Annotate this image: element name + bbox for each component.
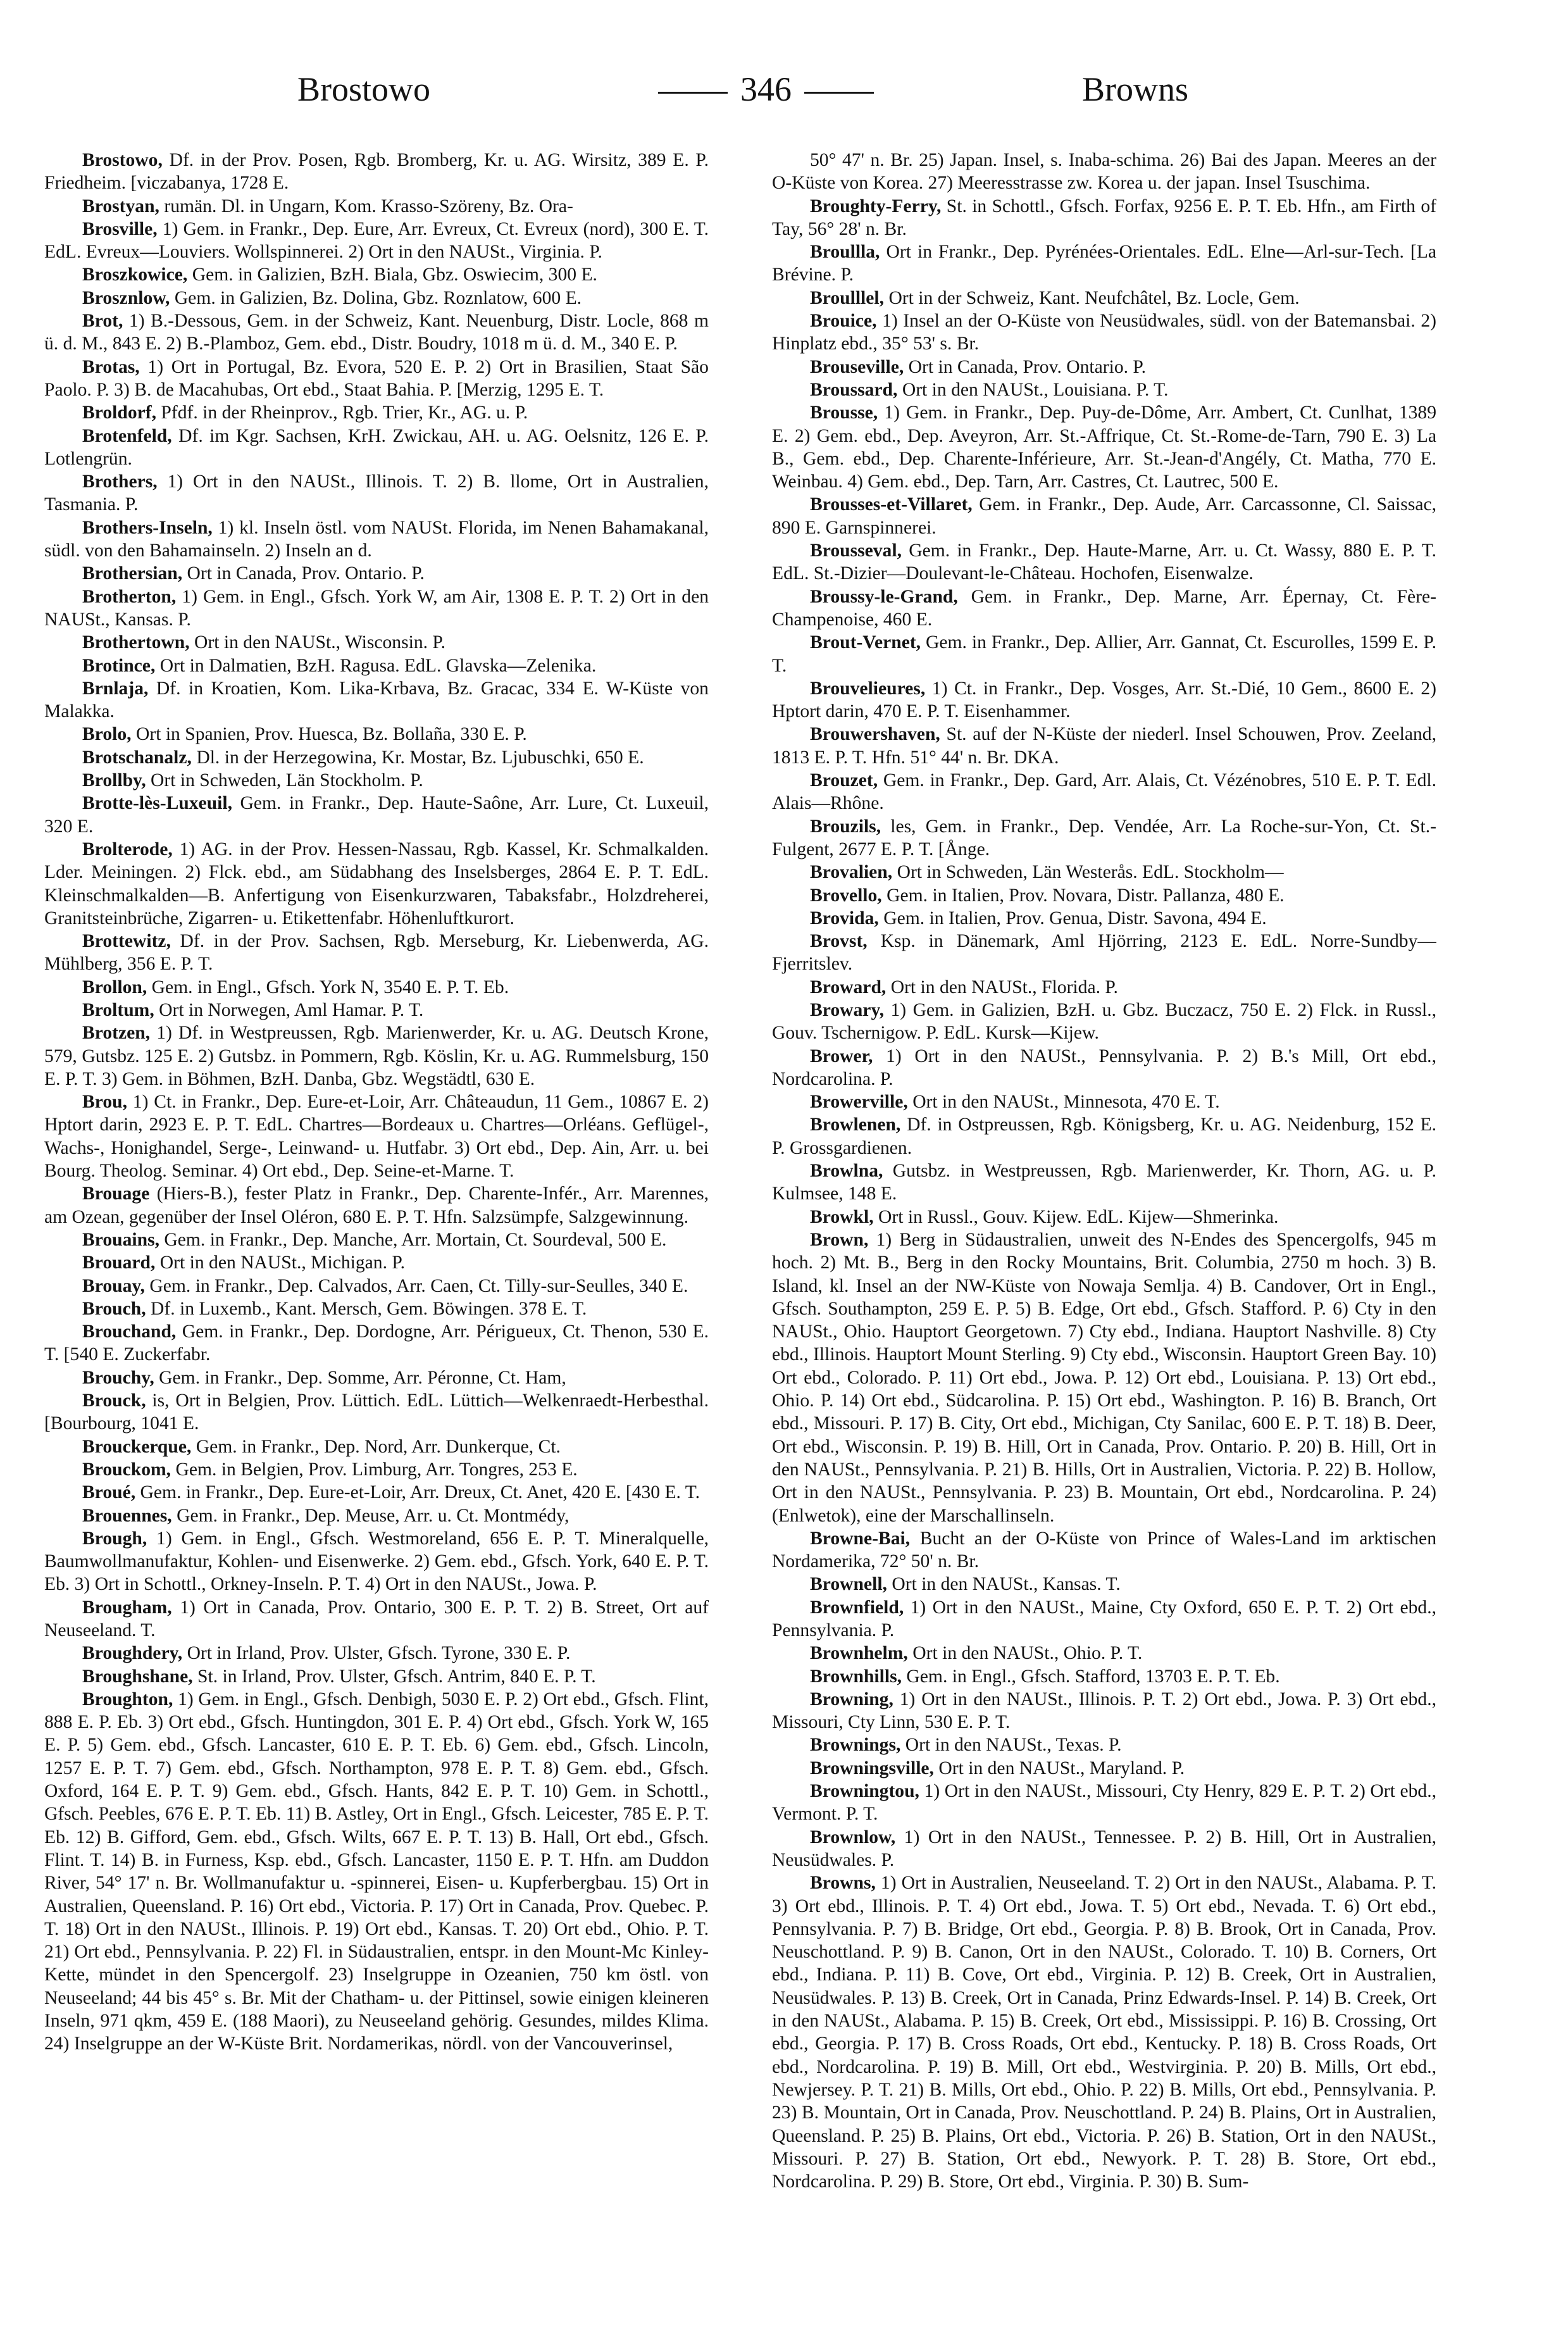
- dictionary-entry: [772, 1090, 1436, 1113]
- entry-text: 1) Insel an der O-Küste von Neusüdwales, südl. von der Batemansbai. 2) Hinplatz ebd., 35° 53' s. Br.: [772, 311, 1436, 354]
- entry-text: Gem. in Frankr., Dep. Gard, Arr. Alais, Ct. Vézénobres, 510 E. P. T. Edl. Alais—Rhône.: [772, 770, 1436, 814]
- entry-headword: Brotas,: [82, 356, 140, 377]
- entry-headword: Browningtou,: [810, 1781, 919, 1802]
- dictionary-entry: [44, 1435, 709, 1458]
- entry-headword: Browlenen,: [810, 1115, 901, 1135]
- entry-text: Ort in den NAUSt., Minnesota, 470 E. T.: [912, 1092, 1220, 1113]
- entry-headword: Broussard,: [810, 379, 898, 400]
- entry-headword: Brovalien,: [810, 862, 893, 883]
- entry-headword: Brottewitz,: [82, 931, 171, 952]
- entry-headword: Brouck,: [82, 1390, 146, 1411]
- entry-text: Gem. in Frankr., Dep. Marne, Arr. Épernay, Ct. Fère-Champenoise, 460 E.: [772, 586, 1436, 630]
- dictionary-entry: [772, 884, 1436, 907]
- entry-text: Gem. in Frankr., Dep. Allier, Arr. Gannat, Ct. Escurolles, 1599 E. P. T.: [772, 632, 1436, 676]
- dictionary-entry: [44, 1022, 709, 1090]
- entry-text: 1) Gem. in Engl., Gfsch. York W, am Air, 1308 E. P. T. 2) Ort in den NAUSt., Kansas. P.: [44, 586, 709, 630]
- dictionary-entry: [772, 1871, 1436, 2193]
- dictionary-entry: [772, 723, 1436, 769]
- dictionary-entry: [772, 861, 1436, 884]
- dictionary-entry: [772, 1206, 1436, 1228]
- entry-text: 1) Ort in den NAUSt., Missouri, Cty Henry, 829 E. P. T. 2) Ort ebd., Vermont. P. T.: [772, 1781, 1436, 1825]
- dictionary-entry: [772, 356, 1436, 378]
- entry-text: Df. in der Prov. Sachsen, Rgb. Merseburg, Kr. Liebenwerda, AG. Mühlberg, 356 E. P. T.: [44, 931, 709, 975]
- entry-text: Gem. in Frankr., Dep. Haute-Saône, Arr. Lure, Ct. Luxeuil, 320 E.: [44, 793, 709, 837]
- dictionary-entry: [772, 1596, 1436, 1642]
- dictionary-entry: [772, 999, 1436, 1045]
- entry-text: 1) Ort in den NAUSt., Tennessee. P. 2) B. Hill, Ort in Australien, Neusüdwales. P.: [772, 1827, 1436, 1870]
- dictionary-entry: [44, 263, 709, 286]
- entry-headword: Brouch,: [82, 1298, 146, 1319]
- dictionary-entry: [44, 654, 709, 677]
- entry-text: 1) Ort in den NAUSt., Illinois. T. 2) B. llome, Ort in Australien, Tasmania. P.: [44, 472, 709, 515]
- entry-headword: Brotince,: [82, 655, 156, 676]
- dictionary-entry: [772, 149, 1436, 195]
- dictionary-entry: [44, 1596, 709, 1642]
- dictionary-entry: [772, 401, 1436, 493]
- entry-headword: Browningsville,: [810, 1758, 934, 1778]
- entry-text: Gem. in Belgien, Prov. Limburg, Arr. Tongres, 253 E.: [175, 1459, 578, 1480]
- entry-headword: Brolo,: [82, 724, 132, 745]
- dictionary-entry: [44, 401, 709, 424]
- entry-text: 1) Df. in Westpreussen, Rgb. Marienwerder, Kr. u. AG. Deutsch Krone, 579, Gutsbz. 125 E. 2) Gutsbz. in Pommern, Rgb. Köslin, Kr. u. AG. Rummelsburg, 150 E. P. T. 3) Gem. in Böhmen, BzH. Danba, Gbz. Wegstädtl, 630 E.: [44, 1023, 709, 1089]
- entry-text: Ort in den NAUSt., Wisconsin. P.: [194, 632, 445, 653]
- entry-text: 1) B.-Dessous, Gem. in der Schweiz, Kant. Neuenburg, Distr. Locle, 868 m ü. d. M., 843 E. 2) B.-Plamboz, Gem. ebd., Distr. Boudry, 1018 m ü. d. M., 340 E. P.: [44, 311, 709, 354]
- entry-text: 1) kl. Inseln östl. vom NAUSt. Florida, im Nenen Bahamakanal, südl. von den Bahamainseln. 2) Inseln an d.: [44, 517, 709, 561]
- entry-headword: Brovida,: [810, 908, 879, 928]
- entry-text: Ort in Schweden, Län Westerås. EdL. Stockholm—: [897, 862, 1284, 883]
- entry-text: 1) Gem. in Engl., Gfsch. Westmoreland, 656 E. P. T. Mineralquelle, Baumwollmanufaktur, Kohlen- und Eisenwerke. 2) Gem. ebd., Gfsch. York, 640 E. P. T. Eb. 3) Ort in Schottl., Orkney-Inseln. P. T. 4) Ort in den NAUSt., Jowa. P.: [44, 1528, 709, 1595]
- dictionary-entry: [772, 195, 1436, 241]
- entry-headword: Brown,: [810, 1229, 869, 1250]
- dictionary-entry: [44, 1090, 709, 1182]
- entry-text: Ort in Russl., Gouv. Kijew. EdL. Kijew—Shmerinka.: [878, 1206, 1279, 1227]
- entry-headword: Broward,: [810, 977, 887, 997]
- entry-text: is, Ort in Belgien, Prov. Lüttich. EdL. Lüttich—Welkenraedt-Herbesthal. [Bourbourg, 1041 E.: [44, 1390, 709, 1434]
- entry-headword: Brotschanalz,: [82, 747, 192, 768]
- entry-headword: Brouckerque,: [82, 1436, 192, 1457]
- entry-text: 1) Gem. in Frankr., Dep. Puy-de-Dôme, Arr. Ambert, Ct. Cunlhat, 1389 E. 2) Gem. ebd., Dep. Aveyron, Arr. St.-Affrique, Ct. St.-Rome-de-Tarn, 790 E. 3) La B., Gem. ebd., Dep. Charente-Inférieure, Arr. St.-Jean-d'Angély, Ct. Matha, 770 E. Weinbau. 4) Gem. ebd., Dep. Tarn, Arr. Castres, Ct. Lautrec, 500 E.: [772, 403, 1436, 492]
- entry-headword: Brosville,: [82, 218, 158, 239]
- entry-text: 1) Ort in den NAUSt., Illinois. P. T. 2) Ort ebd., Jowa. P. 3) Ort ebd., Missouri, Cty Linn, 530 E. P. T.: [772, 1689, 1436, 1733]
- entry-text: Ksp. in Dänemark, Aml Hjörring, 2123 E. EdL. Norre-Sundby—Fjerritslev.: [772, 931, 1436, 975]
- entry-text: 1) Ort in Portugal, Bz. Evora, 520 E. P. 2) Ort in Brasilien, Staat São Paolo. P. 3) B. de Macahubas, Ort ebd., Staat Bahia. P. [Merzig, 1295 E. T.: [44, 356, 709, 400]
- entry-headword: Brownings,: [810, 1735, 901, 1756]
- entry-text: 1) Ct. in Frankr., Dep. Eure-et-Loir, Arr. Châteaudun, 11 Gem., 10867 E. 2) Hptort darin, 2923 E. P. T. EdL. Chartres—Bordeaux u. Chartres—Orléans. Geflügel-, Wachs-, Honighandel, Serge-, Leinwand- u. Hutfabr. 3) Ort ebd., Dep. Ain, Arr. u. bei Bourg. Theolog. Seminar. 4) Ort ebd., Dep. Seine-et-Marne. T.: [44, 1092, 709, 1182]
- entry-headword: Browary,: [810, 999, 885, 1020]
- dictionary-entry: [772, 930, 1436, 976]
- entry-text: 1) Ort in den NAUSt., Maine, Cty Oxford, 650 E. P. T. 2) Ort ebd., Pennsylvania. P.: [772, 1597, 1436, 1640]
- entry-headword: Brownfield,: [810, 1597, 904, 1618]
- entry-text: Df. in der Prov. Posen, Rgb. Bromberg, Kr. u. AG. Wirsitz, 389 E. P. Friedheim. [viczabanya, 1728 E.: [44, 150, 709, 194]
- dictionary-entry: [772, 539, 1436, 585]
- dictionary-entry: [772, 241, 1436, 287]
- entry-headword: Brolterode,: [82, 839, 173, 859]
- dictionary-entry: [44, 585, 709, 632]
- dictionary-entry: [44, 838, 709, 930]
- entry-headword: Brouckom,: [82, 1459, 171, 1480]
- dictionary-entry: [44, 1389, 709, 1435]
- entry-headword: Brouzils,: [810, 816, 881, 837]
- entry-text: Ort in Dalmatien, BzH. Ragusa. EdL. Glavska—Zelenika.: [159, 655, 597, 676]
- dictionary-entry: [44, 195, 709, 218]
- dictionary-entry: [772, 1113, 1436, 1159]
- dictionary-entry: [772, 907, 1436, 930]
- dictionary-entry: [772, 1734, 1436, 1756]
- entry-text: Gem. in Frankr., Dep. Eure-et-Loir, Arr. Dreux, Ct. Anet, 420 E. [430 E. T.: [140, 1482, 700, 1503]
- dictionary-entry: [772, 287, 1436, 309]
- entry-headword: Brouains,: [82, 1229, 159, 1250]
- entry-headword: Brothers-Inseln,: [82, 517, 213, 538]
- entry-headword: Broulllel,: [810, 287, 885, 308]
- dictionary-entry: [44, 1366, 709, 1389]
- dictionary-entry: [44, 1665, 709, 1688]
- dictionary-entry: [772, 378, 1436, 401]
- entry-headword: Broughshane,: [82, 1666, 193, 1687]
- entry-headword: Brouseville,: [810, 356, 904, 377]
- entry-headword: Broullla,: [810, 242, 880, 263]
- entry-headword: Brotherton,: [82, 586, 177, 607]
- dictionary-entry: [44, 1688, 709, 2056]
- entry-headword: Brotenfeld,: [82, 425, 172, 446]
- entry-headword: Brostyan,: [82, 196, 159, 216]
- entry-text: Gem. in Frankr., Dep. Somme, Arr. Péronne, Ct. Ham,: [159, 1367, 566, 1388]
- dictionary-entry: [44, 746, 709, 769]
- entry-headword: Browkl,: [810, 1206, 874, 1227]
- entry-text: 1) Ort in den NAUSt., Pennsylvania. P. 2) B.'s Mill, Ort ebd., Nordcarolina. P.: [772, 1046, 1436, 1089]
- dictionary-entry: [772, 1045, 1436, 1091]
- dictionary-entry: [772, 1757, 1436, 1780]
- entry-headword: Brower,: [810, 1046, 873, 1066]
- entry-headword: Brollon,: [82, 977, 147, 997]
- entry-headword: Brownhelm,: [810, 1643, 908, 1664]
- entry-text: Ort in den NAUSt., Kansas. T.: [892, 1574, 1121, 1595]
- entry-headword: Brouice,: [810, 311, 877, 332]
- entry-headword: Brousses-et-Villaret,: [810, 494, 973, 515]
- entry-text: St. in Schottl., Gfsch. Forfax, 9256 E. P. T. Eb. Hfn., am Firth of Tay, 56° 28' n. Br.: [772, 196, 1436, 239]
- dictionary-entry: [772, 1527, 1436, 1573]
- dictionary-entry: [44, 792, 709, 838]
- dictionary-entry: [44, 309, 709, 356]
- entry-headword: Brouennes,: [82, 1505, 172, 1526]
- entry-text: Gem. in Frankr., Dep. Dordogne, Arr. Périgueux, Ct. Thenon, 530 E. T. [540 E. Zuckerfabr.: [44, 1321, 709, 1365]
- dictionary-entry: [44, 149, 709, 195]
- entry-text: 1) Gem. in Galizien, BzH. u. Gbz. Buczacz, 750 E. 2) Flck. in Russl., Gouv. Tschernigow. P. EdL. Kursk—Kijew.: [772, 999, 1436, 1044]
- entry-headword: Brot,: [82, 311, 123, 332]
- entry-text: Ort in den NAUSt., Maryland. P.: [938, 1758, 1185, 1778]
- entry-headword: Brouard,: [82, 1253, 156, 1273]
- entry-headword: Brouchy,: [82, 1367, 154, 1388]
- entry-headword: Brovello,: [810, 885, 882, 906]
- dictionary-entry: [772, 1573, 1436, 1596]
- entry-text: 1) Gem. in Engl., Gfsch. Denbigh, 5030 E. P. 2) Ort ebd., Gfsch. Flint, 888 E. P. Eb. 3) Ort ebd., Gfsch. Huntingdon, 301 E. P. 4) Ort ebd., Gfsch. York W, 165 E. P. 5) Gem. ebd., Gfsch. Lancaster, 610 E. P. T. Eb. 6) Gem. ebd., Gfsch. Lincoln, 1257 E. P. T. 7) Gem. ebd., Gfsch. Northampton, 978 E. P. T. 8) Gem. ebd., Gfsch. Oxford, 164 E. P. T. 9) Gem. ebd., Gfsch. Hants, 842 E. P. T. 10) Gem. in Schottl., Gfsch. Peebles, 676 E. P. T. Eb. 11) B. Astley, Ort in Engl., Gfsch. Leicester, 785 E. P. T. Eb. 12) B. Gifford, Gem. ebd., Gfsch. Wilts, 667 E. P. T. 13) B. Hall, Ort ebd., Gfsch. Flint. T. 14) B. in Furness, Ksp. ebd., Gfsch. Lancaster, 1150 E. P. T. Hfn. am Duddon River, 54° 17' n. Br. Wollmanufaktur u. -spinnerei, Eisen- u. Kupferbergbau. 15) Ort in Australien, Queensland. P. 16) Ort ebd., Victoria. P. 17) Ort in Canada, Prov. Quebec. P. T. 18) Ort in den NAUSt., Illinois. P. 19) Ort ebd., Kansas. T. 20) Ort ebd., Ohio. P. T. 21) Ort ebd., Pennsylvania. P. 22) Fl. in Südaustralien, entspr. in den Mount-Mc Kinley-Kette, mündet in den Spencergolf. 23) Inselgruppe in Ozeanien, 750 km östl. von Neuseeland; 44 bis 45° s. Br. Mit der Chatham- u. der Pittinsel, sowie einigen kleineren Inseln, 971 qkm, 459 E. (188 Maori), zu Neuseeland gehörig. Gesundes, mildes Klima. 24) Inselgruppe an der W-Küste Brit. Nordamerikas, nördl. von der Vancouverinsel,: [44, 1689, 709, 2054]
- entry-text: Pfdf. in der Rheinprov., Rgb. Trier, Kr., AG. u. P.: [161, 403, 528, 423]
- entry-headword: Brouchand,: [82, 1321, 177, 1342]
- entry-text: Gem. in Italien, Prov. Novara, Distr. Pallanza, 480 E.: [887, 885, 1285, 906]
- entry-headword: Brothers,: [82, 472, 158, 492]
- entry-text: Ort in Norwegen, Aml Hamar. P. T.: [159, 999, 424, 1020]
- entry-headword: Brouvelieures,: [810, 678, 926, 699]
- dictionary-entry: [44, 1297, 709, 1320]
- entry-text: Gem. in Frankr., Dep. Calvados, Arr. Caen, Ct. Tilly-sur-Seulles, 340 E.: [149, 1275, 688, 1296]
- entry-headword: Broussy-le-Grand,: [810, 586, 958, 607]
- entry-headword: Broszkowice,: [82, 265, 188, 285]
- entry-headword: Brostowo,: [82, 150, 163, 170]
- entry-text: Ort in Frankr., Dep. Pyrénées-Orientales. EdL. Elne—Arl-sur-Tech. [La Brévine. P.: [772, 242, 1436, 285]
- entry-headword: Brotzen,: [82, 1023, 151, 1044]
- entry-headword: Brousse,: [810, 403, 878, 423]
- dictionary-entry: [44, 1182, 709, 1228]
- dictionary-entry: [772, 631, 1436, 677]
- entry-headword: Brothersian,: [82, 563, 183, 584]
- entry-headword: Brouzet,: [810, 770, 878, 791]
- entry-headword: Brotte-lès-Luxeuil,: [82, 793, 232, 814]
- entry-text: Df. in Ostpreussen, Rgb. Königsberg, Kr. u. AG. Neidenburg, 152 E. P. Grossgardienen.: [772, 1115, 1436, 1158]
- entry-text: Gem. in Frankr., Dep. Aude, Arr. Carcassonne, Cl. Saissac, 890 E. Garnspinnerei.: [772, 494, 1436, 538]
- entry-text: St. in Irland, Prov. Ulster, Gfsch. Antrim, 840 E. P. T.: [197, 1666, 596, 1687]
- entry-headword: Browerville,: [810, 1092, 908, 1113]
- dictionary-entry: [772, 1665, 1436, 1688]
- dictionary-entry: [772, 1642, 1436, 1665]
- entry-headword: Broughty-Ferry,: [810, 196, 942, 216]
- dictionary-entry: [44, 631, 709, 654]
- entry-text: Gem. in Italien, Prov. Genua, Distr. Savona, 494 E.: [883, 908, 1267, 928]
- entry-headword: Brownlow,: [810, 1827, 896, 1847]
- entry-text: Df. in Luxemb., Kant. Mersch, Gem. Böwingen. 378 E. T.: [151, 1298, 587, 1319]
- dictionary-entry: [44, 1481, 709, 1504]
- dictionary-page: [44, 38, 1436, 2310]
- entry-text: Gem. in Galizien, BzH. Biala, Gbz. Oswiecim, 300 E.: [192, 265, 597, 285]
- dictionary-entry: [44, 1251, 709, 1274]
- dictionary-entry: [772, 1228, 1436, 1527]
- entry-text: (Hiers-B.), fester Platz in Frankr., Dep. Charente-Infér., Arr. Marennes, am Ozean, gegenüber der Insel Oléron, 680 E. P. T. Hfn. Salzsümpfe, Salzgewinnung.: [44, 1184, 709, 1227]
- entry-headword: Brnlaja,: [82, 678, 149, 699]
- entry-text: Ort in Schweden, Län Stockholm. P.: [151, 770, 423, 791]
- entry-text: Gem. in Galizien, Bz. Dolina, Gbz. Roznlatow, 600 E.: [174, 287, 582, 308]
- dictionary-entry: [772, 1826, 1436, 1872]
- dictionary-entry: [44, 999, 709, 1022]
- entry-text: 50° 47' n. Br. 25) Japan. Insel, s. Inaba-schima. 26) Bai des Japan. Meeres an der O-Küste von Korea. 27) Meeresstrasse zw. Korea u. der japan. Insel Tsuschima.: [772, 150, 1436, 194]
- entry-text: 1) Ort in Australien, Neuseeland. T. 2) Ort in den NAUSt., Alabama. P. T. 3) Ort ebd., Illinois. P. T. 4) Ort ebd., Jowa. T. 5) Ort ebd., Nevada. T. 6) Ort ebd., Pennsylvania. P. 7) B. Bridge, Ort ebd., Georgia. P. 8) B. Brook, Ort in Canada, Prov. Neuschottland. P. 9) B. Canon, Ort in den NAUSt., Colorado. T. 10) B. Corners, Ort ebd., Indiana. P. 11) B. Cove, Ort ebd., Virginia. P. 12) B. Creek, Ort in Australien, Neusüdwales. P. 13) B. Creek, Ort in Canada, Prinz Edwards-Insel. P. 14) B. Creek, Ort in den NAUSt., Alabama. P. 15) B. Creek, Ort ebd., Mississippi. P. 16) B. Crossing, Ort ebd., Georgia. P. 17) B. Cross Roads, Ort ebd., Kentucky. P. 18) B. Cross Roads, Ort ebd., Nordcarolina. P. 19) B. Mill, Ort ebd., Westvirginia. P. 20) B. Mills, Ort ebd., Newjersey. P. T. 21) B. Mills, Ort ebd., Ohio. P. 22) B. Mills, Ort ebd., Pennsylvania. P. 23) B. Mountain, Ort in Canada, Prov. Neuschottland. P. 24) B. Plains, Ort in Australien, Queensland. P. 25) B. Plains, Ort ebd., Victoria. P. 26) B. Station, Ort in den NAUSt., Missouri. P. 27) B. Station, Ort ebd., Newyork. P. T. 28) B. Store, Ort ebd., Nordcarolina. P. 29) B. Store, Ort ebd., Virginia. P. 30) B. Sum-: [772, 1873, 1436, 2192]
- dictionary-entry: [44, 1320, 709, 1366]
- entry-headword: Brouage: [82, 1184, 150, 1204]
- entry-text: 1) Berg in Südaustralien, unweit des N-Endes des Spencergolfs, 945 m hoch. 2) Mt. B., Berg in den Rocky Mountains, Brit. Columbia, 2750 m hoch. 3) B. Island, kl. Insel an der NW-Küste von Nowaja Semlja. 4) B. Candover, Ort in Engl., Gfsch. Southampton, 259 E. P. 5) B. Edge, Ort ebd., Gfsch. Stafford. P. 6) Cty in den NAUSt., Ohio. Hauptort Georgetown. 7) Cty ebd., Indiana. Hauptort Nashville. 8) Cty ebd., Illinois. Hauptort Mount Sterling. 9) Cty ebd., Wisconsin. Hauptort Green Bay. 10) Ort ebd., Colorado. P. 11) Ort ebd., Jowa. P. 12) Ort ebd., Louisiana. P. 13) Ort ebd., Ohio. P. 14) Ort ebd., Südcarolina. P. 15) Ort ebd., Washington. P. 16) B. Branch, Ort ebd., Missouri. P. 17) B. City, Ort ebd., Michigan, Cty Sanilac, 600 E. P. T. 18) B. Deer, Ort ebd., Wisconsin. P. 19) B. Hill, Ort in Canada, Prov. Ontario. P. 20) B. Hill, Ort in den NAUSt., Pennsylvania. P. 21) B. Hills, Ort in Australien, Victoria. P. 22) B. Hollow, Ort in den NAUSt., Pennsylvania. P. 23) B. Mountain, Ort ebd., Nordcarolina. P. 24) (Enlwetok), eine der Marschallinseln.: [772, 1229, 1436, 1526]
- entry-text: Ort in der Schweiz, Kant. Neufchâtel, Bz. Locle, Gem.: [888, 287, 1300, 308]
- entry-headword: Brou,: [82, 1092, 127, 1113]
- header-page-number-block: [645, 70, 887, 109]
- dictionary-entry: [44, 1504, 709, 1527]
- entry-headword: Broltum,: [82, 999, 154, 1020]
- dictionary-entry: [772, 976, 1436, 999]
- entry-headword: Browlna,: [810, 1161, 883, 1182]
- entry-headword: Brouwershaven,: [810, 724, 940, 745]
- dictionary-entry: [772, 769, 1436, 815]
- dictionary-entry: [44, 562, 709, 585]
- entry-text: Gem. in Frankr., Dep. Haute-Marne, Arr. u. Ct. Wassy, 880 E. P. T. EdL. St.-Dizier—Doulevant-le-Château. Hochofen, Eisenwalze.: [772, 540, 1436, 584]
- entry-text: Df. in Kroatien, Kom. Lika-Krbava, Bz. Gracac, 334 E. W-Küste von Malakka.: [44, 678, 709, 722]
- entry-text: Ort in Canada, Prov. Ontario. P.: [187, 563, 425, 584]
- entry-headword: Brousseval,: [810, 540, 902, 561]
- entry-headword: Brovst,: [810, 931, 868, 952]
- entry-headword: Broughton,: [82, 1689, 173, 1709]
- dictionary-entry: [772, 815, 1436, 861]
- dictionary-entry: [44, 287, 709, 309]
- entry-headword: Brownell,: [810, 1574, 887, 1595]
- dictionary-entry: [44, 516, 709, 563]
- entry-headword: Brout-Vernet,: [810, 632, 921, 653]
- right-column: [772, 149, 1436, 2288]
- entry-text: rumän. Dl. in Ungarn, Kom. Krasso-Szöreny, Bz. Ora-: [164, 196, 573, 216]
- dictionary-entry: [44, 723, 709, 746]
- entry-text: Ort in den NAUSt., Texas. P.: [905, 1735, 1122, 1756]
- entry-text: 1) Ct. in Frankr., Dep. Vosges, Arr. St.-Dié, 10 Gem., 8600 E. 2) Hptort darin, 470 E. P. T. Eisenhammer.: [772, 678, 1436, 722]
- entry-text: Ort in Spanien, Prov. Huesca, Bz. Bollaña, 330 E. P.: [135, 724, 527, 745]
- entry-headword: Brough,: [82, 1528, 147, 1549]
- entry-text: Gem. in Engl., Gfsch. Stafford, 13703 E. P. T. Eb.: [906, 1666, 1280, 1687]
- entry-headword: Browns,: [810, 1873, 876, 1894]
- dictionary-entry: [772, 1688, 1436, 1734]
- entry-text: Bucht an der O-Küste von Prince of Wales-Land im arktischen Nordamerika, 72° 50' n. Br.: [772, 1528, 1436, 1572]
- entry-text: Ort in Irland, Prov. Ulster, Gfsch. Tyrone, 330 E. P.: [187, 1643, 571, 1664]
- entry-headword: Brosznlow,: [82, 287, 170, 308]
- entry-text: Ort in Canada, Prov. Ontario. P.: [908, 356, 1147, 377]
- left-column: [44, 149, 709, 2288]
- entry-headword: Broué,: [82, 1482, 136, 1503]
- dictionary-entry: [44, 769, 709, 792]
- dictionary-entry: [44, 1527, 709, 1596]
- entry-headword: Broughdery,: [82, 1643, 183, 1664]
- entry-text: Gem. in Frankr., Dep. Manche, Arr. Mortain, Ct. Sourdeval, 500 E.: [164, 1229, 667, 1250]
- entry-text: Gem. in Engl., Gfsch. York N, 3540 E. P. T. Eb.: [151, 977, 509, 997]
- entry-text: St. auf der N-Küste der niederl. Insel Schouwen, Prov. Zeeland, 1813 E. P. T. Hfn. 51° 44' n. Br. DKA.: [772, 724, 1436, 768]
- dictionary-entry: [44, 356, 709, 402]
- dictionary-entry: [44, 1642, 709, 1665]
- dictionary-entry: [44, 425, 709, 471]
- page-header: [44, 57, 1436, 127]
- entry-text: Ort in den NAUSt., Ohio. P. T.: [912, 1643, 1143, 1664]
- entry-text: Df. im Kgr. Sachsen, KrH. Zwickau, AH. u. AG. Oelsnitz, 126 E. P. Lotlengrün.: [44, 425, 709, 469]
- entry-text: Gem. in Frankr., Dep. Meuse, Arr. u. Ct. Montmédy,: [177, 1505, 569, 1526]
- dictionary-entry: [44, 1275, 709, 1297]
- entry-text: Gutsbz. in Westpreussen, Rgb. Marienwerder, Kr. Thorn, AG. u. P. Kulmsee, 148 E.: [772, 1161, 1436, 1204]
- entry-headword: Brothertown,: [82, 632, 190, 653]
- dictionary-entry: [44, 1228, 709, 1251]
- entry-headword: Brouay,: [82, 1275, 145, 1296]
- dictionary-entry: [772, 309, 1436, 356]
- header-dash-right: [804, 92, 874, 94]
- entry-headword: Browning,: [810, 1689, 893, 1709]
- dictionary-entry: [772, 677, 1436, 723]
- dictionary-entry: [772, 493, 1436, 539]
- dictionary-entry: [44, 218, 709, 264]
- dictionary-entry: [44, 677, 709, 723]
- entry-text: 1) AG. in der Prov. Hessen-Nassau, Rgb. Kassel, Kr. Schmalkalden. Lder. Meiningen. 2) Flck. ebd., am Südabhang des Inselsberges, 2864 E. P. T. EdL. Kleinschmalkalden—B. Anfertigung von Eisenkurzwaren, Tabaksfabr., Holzdreherei, Granitsteinbrüche, Zigarren- u. Etikettenfabr. Höhenluftkurort.: [44, 839, 709, 928]
- entry-headword: Brougham,: [82, 1597, 172, 1618]
- dictionary-entry: [44, 930, 709, 976]
- dictionary-entry: [772, 585, 1436, 632]
- entry-headword: Brownhills,: [810, 1666, 902, 1687]
- header-dash-left: [658, 92, 728, 94]
- entry-text: Ort in den NAUSt., Michigan. P.: [159, 1253, 405, 1273]
- dictionary-entry: [772, 1780, 1436, 1826]
- entry-text: Gem. in Frankr., Dep. Nord, Arr. Dunkerque, Ct.: [196, 1436, 561, 1457]
- dictionary-entry: [772, 1159, 1436, 1206]
- entry-headword: Broldorf,: [82, 403, 157, 423]
- header-last-keyword: Browns: [1082, 70, 1189, 108]
- entry-text: Ort in den NAUSt., Louisiana. P. T.: [902, 379, 1169, 400]
- dictionary-entry: [44, 470, 709, 516]
- entry-headword: Browne-Bai,: [810, 1528, 911, 1549]
- entry-text: 1) Ort in Canada, Prov. Ontario, 300 E. P. T. 2) B. Street, Ort auf Neuseeland. T.: [44, 1597, 709, 1640]
- page-number: 346: [740, 70, 792, 108]
- entry-text: les, Gem. in Frankr., Dep. Vendée, Arr. La Roche-sur-Yon, Ct. St.-Fulgent, 2677 E. P. T. [Ånge.: [772, 816, 1436, 859]
- dictionary-entry: [44, 976, 709, 999]
- header-first-keyword: Brostowo: [297, 70, 431, 108]
- entry-text: 1) Gem. in Frankr., Dep. Eure, Arr. Evreux, Ct. Evreux (nord), 300 E. T. EdL. Evreux—Louviers. Wollspinnerei. 2) Ort in den NAUSt., Virginia. P.: [44, 218, 709, 263]
- dictionary-entry: [44, 1458, 709, 1481]
- entry-text: Ort in den NAUSt., Florida. P.: [890, 977, 1118, 997]
- entry-headword: Brollby,: [82, 770, 146, 791]
- entry-text: Dl. in der Herzegowina, Kr. Mostar, Bz. Ljubuschki, 650 E.: [196, 747, 644, 768]
